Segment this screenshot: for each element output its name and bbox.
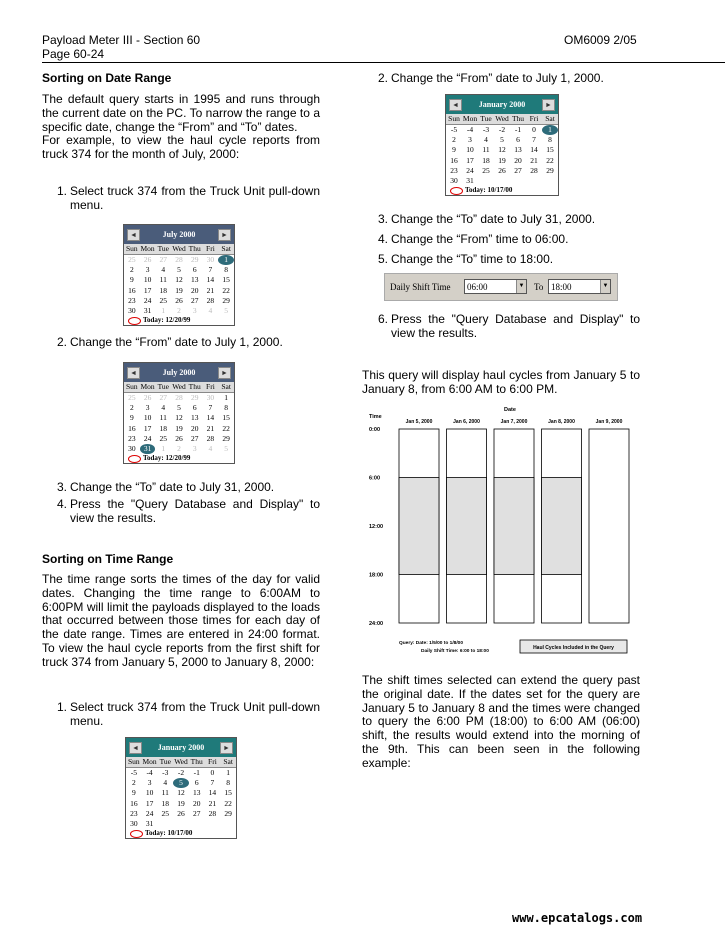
calendar-day[interactable]: 3 — [145, 403, 150, 413]
calendar-day[interactable]: 24 — [143, 433, 152, 443]
calendar-day[interactable]: 11 — [482, 145, 490, 155]
weekday-label: Thu — [190, 757, 203, 766]
calendar-day[interactable]: 31 — [143, 306, 152, 316]
calendar-day[interactable]: 28 — [206, 433, 215, 443]
column-label: Jan 9, 2000 — [595, 419, 623, 425]
calendar-day[interactable]: 15 — [224, 788, 232, 798]
today-label: Today: 12/20/99 — [143, 316, 191, 325]
calendar-day[interactable]: 17 — [145, 798, 154, 808]
calendar-day[interactable]: 14 — [208, 788, 217, 798]
y-axis-label: Time — [369, 414, 382, 420]
calendar-month-title: January 2000 — [157, 743, 205, 752]
weekday-label: Wed — [174, 757, 188, 766]
calendar-day[interactable]: 24 — [143, 295, 152, 305]
shaded-range — [494, 478, 534, 575]
calendar-day[interactable]: 16 — [450, 155, 458, 165]
calendar-day[interactable] — [220, 819, 236, 829]
y-tick-label: 6:00 — [369, 475, 381, 482]
calendar-day[interactable]: 1 — [226, 768, 231, 777]
calendar-day[interactable]: 29 — [222, 433, 230, 443]
calendar-day[interactable]: 25 — [161, 808, 170, 818]
day-column — [589, 429, 629, 623]
calendar-day[interactable]: 1 — [218, 255, 234, 265]
calendar-header — [124, 363, 234, 382]
weekday-label: Tue — [159, 757, 171, 766]
time-range-para: The time range sorts the times of the day for valid dates. Changing the time range to 6:00AM to 6:00PM will limit the payloads displayed to the loads that occurred between those times for each day of the date range. Times are entered in 24:00 format. To view the haul cycle reports from the first shift for truck 374 from January 5, 2000 to January 8, 2000: — [42, 572, 320, 669]
calendar-day[interactable]: 7 — [532, 135, 536, 145]
doc-number: OM6009 2/05 — [564, 33, 637, 47]
calendar-day[interactable]: -1 — [193, 768, 200, 777]
calendar-day[interactable]: 25 — [128, 255, 136, 264]
calendar-day[interactable]: 15 — [222, 413, 230, 423]
calendar-day[interactable]: 24 — [145, 808, 154, 818]
calendar-day[interactable]: 19 — [175, 285, 183, 295]
weekday-label: Fri — [208, 757, 217, 766]
weekday-label: Tue — [157, 244, 169, 253]
calendar-day[interactable]: 30 — [128, 444, 136, 454]
calendar-day[interactable]: 5 — [177, 403, 181, 413]
calendar-day[interactable]: 25 — [159, 433, 168, 443]
calendar-day[interactable]: 9 — [129, 413, 134, 423]
right-step-4: 4. Change the “From” time to 06:00. — [378, 232, 569, 246]
calendar-day[interactable]: 22 — [224, 798, 232, 808]
calendar-header — [446, 95, 558, 114]
shift-to-select[interactable] — [548, 279, 611, 294]
right-step-3: 3. Change the “To” date to July 31, 2000. — [378, 212, 596, 226]
calendar-month-title: January 2000 — [478, 100, 526, 109]
calendar-day[interactable]: 29 — [546, 165, 554, 175]
calendar-day[interactable]: 14 — [206, 413, 215, 423]
calendar-today[interactable] — [124, 316, 234, 325]
date-range-para: The default query starts in 1995 and runs through the current date on the PC. To narrow the range to a specific date, change the “From” and “To” dates. — [42, 92, 320, 134]
today-ring-icon — [128, 455, 141, 463]
calendar-july-2000-from[interactable] — [123, 362, 235, 464]
calendar-day[interactable] — [510, 176, 526, 186]
weekday-label: Thu — [188, 244, 201, 253]
calendar-day[interactable]: 29 — [224, 808, 232, 818]
column-label: Jan 7, 2000 — [500, 419, 528, 425]
calendar-day[interactable]: 0 — [532, 125, 536, 134]
y-tick-label: 12:00 — [369, 524, 384, 530]
y-tick-label: 24:00 — [369, 621, 384, 627]
weekday-label: Fri — [206, 244, 215, 253]
today-label: Today: 10/17/00 — [145, 829, 193, 838]
y-tick-label: 18:00 — [369, 572, 384, 579]
calendar-day[interactable]: 4 — [484, 135, 488, 145]
calendar-today[interactable] — [124, 454, 234, 463]
calendar-day[interactable]: 20 — [192, 798, 201, 808]
calendar-day[interactable]: 28 — [175, 255, 183, 264]
calendar-day[interactable]: 10 — [143, 275, 152, 285]
calendar-day[interactable]: 19 — [177, 798, 185, 808]
column-label: Jan 6, 2000 — [453, 419, 480, 425]
calendar-day[interactable]: 26 — [143, 255, 152, 264]
calendar-day[interactable]: 4 — [208, 306, 213, 316]
next-month-icon[interactable]: ► — [220, 742, 233, 754]
calendar-day[interactable]: 4 — [208, 444, 213, 454]
calendar-day[interactable]: -3 — [162, 768, 169, 777]
calendar-day[interactable]: 22 — [222, 285, 230, 295]
calendar-july-2000[interactable] — [123, 224, 235, 326]
weekday-label: Sat — [221, 382, 231, 391]
calendar-day[interactable]: -3 — [482, 125, 490, 134]
calendar-day[interactable]: 2 — [131, 778, 136, 788]
calendar-day[interactable]: 22 — [222, 423, 230, 433]
calendar-day[interactable]: 11 — [159, 275, 167, 285]
footer-url[interactable]: www.epcatalogs.com — [512, 911, 643, 925]
next-month-icon[interactable]: ► — [218, 229, 231, 241]
calendar-day[interactable]: 2 — [129, 403, 134, 413]
calendar-day[interactable]: 12 — [498, 145, 506, 155]
weekday-label: Wed — [172, 382, 186, 391]
calendar-day[interactable]: 6 — [194, 778, 199, 788]
calendar-day[interactable]: 3 — [147, 778, 152, 788]
calendar-day[interactable]: 18 — [161, 798, 170, 808]
chevron-down-icon[interactable]: ▼ — [516, 280, 526, 293]
calendar-day[interactable]: 8 — [226, 778, 231, 788]
calendar-day[interactable]: 17 — [143, 423, 152, 433]
shaded-range — [399, 478, 439, 575]
calendar-day[interactable]: 2 — [452, 135, 456, 145]
calendar-day[interactable]: 30 — [128, 306, 136, 316]
calendar-day[interactable]: 6 — [192, 265, 197, 275]
calendar-day[interactable]: 28 — [208, 808, 217, 818]
calendar-day[interactable] — [526, 176, 542, 186]
calendar-day[interactable]: 21 — [206, 285, 215, 295]
calendar-day[interactable]: -2 — [498, 125, 506, 134]
calendar-day[interactable]: 11 — [159, 413, 167, 423]
chart-title: Date — [504, 407, 516, 413]
calendar-day[interactable]: 19 — [498, 155, 506, 165]
calendar-weekdays — [124, 382, 234, 393]
calendar-day[interactable] — [205, 819, 221, 829]
right-step-2: 2. Change the “From” date to July 1, 2000. — [378, 71, 604, 85]
date-step-1: 1. Select truck 374 from the Truck Unit pull-down menu. — [57, 184, 320, 212]
prev-month-icon[interactable]: ◄ — [127, 367, 140, 379]
time-step-1: 1. Select truck 374 from the Truck Unit pull-down menu. — [57, 700, 320, 728]
calendar-day[interactable]: -5 — [450, 125, 458, 134]
closing-para: The shift times selected can extend the query past the original date. If the dates set for the query are January 5 to January 8 and the times were changed to query the 6:00 PM (18:00) to 6:00 AM (06:00) shift, the results would extend into the morning of the 9th. This can been seen in the following example: — [362, 673, 640, 770]
legend-label: Haul Cycles Included in the Query — [533, 645, 614, 651]
calendar-day[interactable]: 3 — [192, 306, 197, 316]
calendar-day[interactable]: 20 — [190, 285, 199, 295]
calendar-day[interactable]: 29 — [190, 255, 199, 264]
shaded-range — [542, 478, 582, 575]
query-para: This query will display haul cycles from January 5 to January 8, from 6:00 AM to 6:00 PM. — [362, 368, 640, 396]
calendar-day[interactable]: -4 — [466, 125, 474, 134]
calendar-day[interactable]: 2 — [177, 306, 181, 316]
calendar-day[interactable]: 10 — [466, 145, 474, 155]
calendar-day[interactable]: 26 — [498, 165, 506, 175]
calendar-day[interactable]: 27 — [159, 255, 168, 264]
haul-cycle-chart — [362, 402, 640, 660]
calendar-day[interactable] — [542, 176, 558, 186]
calendar-day[interactable]: 26 — [175, 295, 183, 305]
calendar-day[interactable]: 30 — [130, 819, 138, 829]
calendar-day[interactable]: 13 — [190, 413, 199, 423]
calendar-january-2000-right[interactable] — [445, 94, 559, 196]
calendar-day[interactable]: 23 — [128, 295, 136, 305]
shift-label: Daily Shift Time — [390, 282, 451, 292]
calendar-day[interactable]: 28 — [530, 165, 538, 175]
today-ring-icon — [450, 187, 463, 195]
daily-shift-time-control — [384, 273, 618, 301]
calendar-days — [126, 768, 236, 829]
calendar-day[interactable] — [173, 819, 189, 829]
calendar-day[interactable]: 21 — [208, 798, 217, 808]
query-time-label: Daily Shift Time: 6:00 to 18:00 — [421, 649, 489, 654]
calendar-day[interactable]: 9 — [131, 788, 136, 798]
calendar-day[interactable]: 8 — [548, 135, 552, 145]
calendar-day[interactable]: 13 — [190, 275, 199, 285]
prev-month-icon[interactable]: ◄ — [449, 99, 462, 111]
calendar-day[interactable]: 20 — [190, 423, 199, 433]
calendar-day[interactable]: 18 — [159, 423, 168, 433]
calendar-day[interactable]: 1 — [224, 393, 229, 402]
calendar-day[interactable] — [157, 819, 173, 829]
prev-month-icon[interactable]: ◄ — [129, 742, 142, 754]
time-range-heading: Sorting on Time Range — [42, 552, 174, 566]
shift-to-label: To — [534, 282, 544, 292]
calendar-day[interactable] — [494, 176, 510, 186]
date-range-example: For example, to view the haul cycle reports from truck 374 for the month of July, 2000: — [42, 133, 320, 161]
calendar-day[interactable]: -2 — [177, 768, 185, 777]
calendar-day[interactable]: 4 — [161, 403, 166, 413]
calendar-day[interactable]: 2 — [129, 265, 134, 275]
today-label: Today: 10/17/00 — [465, 186, 513, 195]
next-month-icon[interactable]: ► — [218, 367, 231, 379]
calendar-days — [124, 393, 234, 454]
calendar-day[interactable]: 19 — [175, 423, 183, 433]
calendar-day[interactable]: 17 — [143, 285, 152, 295]
calendar-day[interactable]: 17 — [466, 155, 474, 165]
calendar-day[interactable]: 30 — [206, 255, 215, 264]
right-step-6: 6. Press the "Query Database and Display" to view the results. — [378, 312, 640, 340]
weekday-label: Thu — [188, 382, 201, 391]
shift-from-select[interactable] — [464, 279, 527, 294]
calendar-day[interactable]: 4 — [163, 778, 168, 788]
weekday-label: Sun — [126, 382, 138, 391]
weekday-label: Mon — [140, 382, 155, 391]
calendar-days — [446, 125, 558, 186]
weekday-label: Sat — [545, 114, 555, 123]
weekday-label: Sat — [223, 757, 233, 766]
today-ring-icon — [130, 830, 143, 838]
calendar-day[interactable]: 28 — [175, 393, 183, 402]
calendar-day[interactable]: 3 — [468, 135, 472, 145]
header-rule — [42, 62, 725, 63]
calendar-day[interactable]: 23 — [450, 165, 458, 175]
calendar-day[interactable]: 31 — [140, 444, 156, 454]
calendar-day[interactable]: 16 — [128, 423, 136, 433]
calendar-day[interactable]: 31 — [145, 819, 154, 829]
weekday-label: Sun — [126, 244, 138, 253]
calendar-day[interactable]: 30 — [450, 176, 458, 186]
calendar-day[interactable]: 3 — [145, 265, 150, 275]
right-step-5: 5. Change the “To” time to 18:00. — [378, 252, 554, 266]
calendar-day[interactable]: 25 — [128, 393, 136, 402]
weekday-label: Sun — [448, 114, 460, 123]
date-step-3: 3. Change the “To” date to July 31, 2000. — [57, 480, 275, 494]
calendar-weekdays — [124, 244, 234, 255]
calendar-day[interactable]: 5 — [224, 306, 229, 316]
calendar-day[interactable]: 23 — [130, 808, 138, 818]
calendar-day[interactable]: 30 — [206, 393, 215, 402]
chevron-down-icon[interactable]: ▼ — [600, 280, 610, 293]
calendar-day[interactable]: 9 — [129, 275, 134, 285]
calendar-day[interactable]: 14 — [530, 145, 538, 155]
weekday-label: Mon — [142, 757, 157, 766]
shaded-range — [447, 478, 487, 575]
shift-to-value: 18:00 — [551, 282, 572, 292]
calendar-day[interactable]: 8 — [224, 265, 229, 275]
calendar-day[interactable]: 9 — [452, 145, 456, 155]
y-tick-label: 0:00 — [369, 427, 381, 433]
page-number: Page 60-24 — [42, 47, 105, 61]
weekday-label: Thu — [511, 114, 525, 123]
weekday-label: Fri — [206, 382, 215, 391]
calendar-day[interactable]: -5 — [130, 768, 137, 777]
calendar-day[interactable]: 25 — [159, 295, 168, 305]
calendar-day[interactable]: 12 — [177, 788, 185, 798]
calendar-day[interactable]: 5 — [177, 265, 181, 275]
next-month-icon[interactable]: ► — [542, 99, 555, 111]
calendar-day[interactable]: 13 — [514, 145, 522, 155]
calendar-days — [124, 255, 234, 316]
calendar-day[interactable]: -1 — [514, 125, 522, 134]
weekday-label: Wed — [172, 244, 186, 253]
column-label: Jan 8, 2000 — [548, 419, 575, 425]
calendar-day[interactable]: 12 — [175, 413, 183, 423]
calendar-day[interactable]: 5 — [224, 444, 229, 454]
calendar-day[interactable]: 26 — [175, 433, 183, 443]
calendar-header — [124, 225, 234, 244]
calendar-day[interactable]: 1 — [161, 444, 166, 454]
calendar-january-2000-left[interactable] — [125, 737, 237, 839]
calendar-day[interactable]: 3 — [192, 444, 197, 454]
calendar-day[interactable]: 8 — [224, 403, 229, 413]
calendar-day[interactable] — [478, 176, 494, 186]
today-ring-icon — [128, 317, 141, 325]
calendar-month-title: July 2000 — [162, 368, 196, 377]
calendar-weekdays — [446, 114, 558, 125]
calendar-day[interactable]: 20 — [514, 155, 522, 165]
calendar-day[interactable]: 2 — [177, 444, 181, 454]
calendar-day[interactable]: 13 — [192, 788, 201, 798]
calendar-day[interactable]: 4 — [161, 265, 166, 275]
calendar-day[interactable]: 16 — [130, 798, 138, 808]
weekday-label: Mon — [462, 114, 478, 123]
calendar-month-title: July 2000 — [162, 230, 196, 239]
calendar-day[interactable]: 5 — [173, 778, 189, 788]
calendar-day[interactable]: 27 — [514, 165, 522, 175]
shift-from-value: 06:00 — [467, 282, 488, 292]
calendar-weekdays — [126, 757, 236, 768]
calendar-day[interactable]: 27 — [190, 295, 199, 305]
calendar-day[interactable]: 24 — [466, 165, 474, 175]
date-step-2: 2. Change the “From” date to July 1, 2000. — [57, 335, 283, 349]
weekday-label: Sun — [128, 757, 140, 766]
weekday-label: Sat — [221, 244, 231, 253]
calendar-header — [126, 738, 236, 757]
calendar-day[interactable]: 7 — [208, 403, 213, 413]
calendar-day[interactable]: 14 — [206, 275, 215, 285]
calendar-day[interactable]: -4 — [146, 768, 153, 777]
weekday-label: Tue — [480, 114, 492, 123]
date-step-4: 4. Press the "Query Database and Display" to view the results. — [57, 497, 320, 525]
calendar-day[interactable]: 11 — [161, 788, 169, 798]
calendar-today[interactable] — [446, 186, 558, 195]
calendar-day[interactable]: 15 — [546, 145, 554, 155]
calendar-day[interactable]: 1 — [161, 306, 166, 316]
prev-month-icon[interactable]: ◄ — [127, 229, 140, 241]
calendar-day[interactable]: 25 — [482, 165, 490, 175]
calendar-day[interactable]: 7 — [210, 778, 215, 788]
weekday-label: Tue — [157, 382, 169, 391]
calendar-day[interactable]: 15 — [222, 275, 230, 285]
calendar-day[interactable]: 16 — [128, 285, 136, 295]
calendar-day[interactable]: 5 — [500, 135, 504, 145]
calendar-day[interactable]: 22 — [546, 155, 554, 165]
calendar-day[interactable]: 12 — [175, 275, 183, 285]
calendar-day[interactable]: 23 — [128, 433, 136, 443]
weekday-label: Wed — [495, 114, 509, 123]
column-label: Jan 5, 2000 — [405, 419, 433, 425]
calendar-day[interactable]: 7 — [208, 265, 213, 275]
calendar-day[interactable]: 18 — [482, 155, 490, 165]
calendar-day[interactable]: 21 — [530, 155, 538, 165]
calendar-day[interactable]: 26 — [143, 393, 152, 402]
calendar-day[interactable]: 27 — [192, 808, 201, 818]
calendar-day[interactable]: 6 — [192, 403, 197, 413]
calendar-day[interactable]: 26 — [177, 808, 185, 818]
today-label: Today: 12/20/99 — [143, 454, 191, 463]
calendar-day[interactable]: 29 — [190, 393, 199, 402]
weekday-label: Fri — [529, 114, 539, 123]
query-label: Query: Date: 1/5/00 to 1/8/00 — [399, 641, 463, 646]
calendar-day[interactable]: 10 — [145, 788, 154, 798]
calendar-day[interactable]: 10 — [143, 413, 152, 423]
calendar-day[interactable]: 28 — [206, 295, 215, 305]
calendar-day[interactable]: 31 — [466, 176, 474, 186]
calendar-day[interactable] — [189, 819, 205, 829]
calendar-day[interactable]: 29 — [222, 295, 230, 305]
weekday-label: Mon — [140, 244, 155, 253]
calendar-day[interactable]: 0 — [210, 768, 215, 777]
calendar-day[interactable]: 6 — [516, 135, 520, 145]
calendar-day[interactable]: 21 — [206, 423, 215, 433]
calendar-day[interactable]: 27 — [190, 433, 199, 443]
doc-title: Payload Meter III - Section 60 — [42, 33, 201, 47]
calendar-day[interactable]: 1 — [542, 125, 558, 135]
date-range-heading: Sorting on Date Range — [42, 71, 172, 85]
calendar-day[interactable]: 18 — [159, 285, 168, 295]
calendar-today[interactable] — [126, 829, 236, 838]
calendar-day[interactable]: 27 — [159, 393, 168, 402]
